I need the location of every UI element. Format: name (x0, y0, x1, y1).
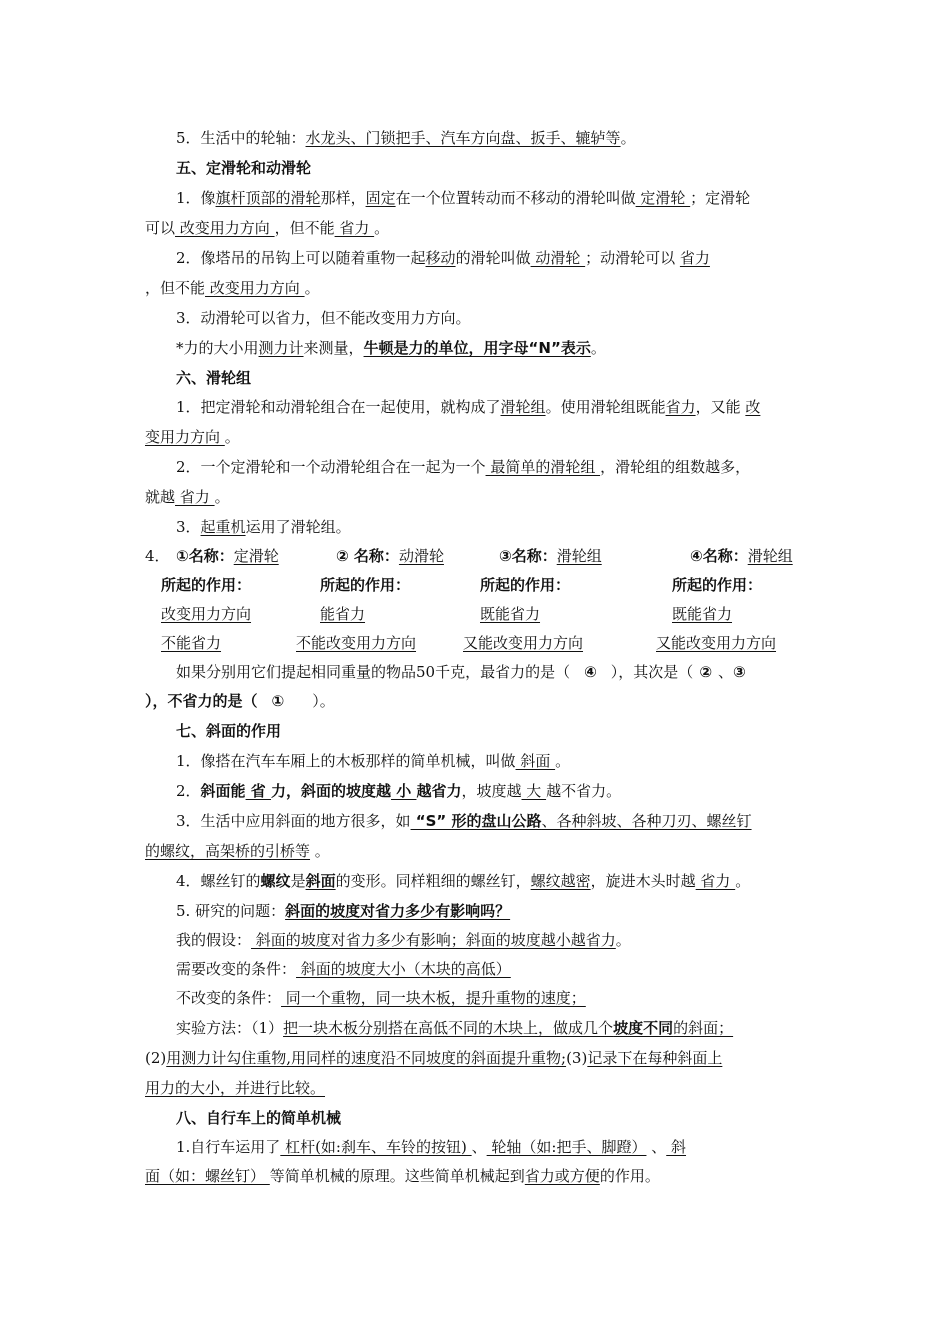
changed-variable: 需要改变的条件： 斜面的坡度大小（木块的高低） (176, 960, 511, 978)
wheel-axle-examples (176, 128, 810, 148)
section-heading-incline: 七、斜面的作用 (176, 722, 282, 740)
paragraph: 变用力方向 。 (145, 428, 240, 446)
paragraph: ，但不能 改变用力方向 。 (145, 279, 320, 297)
role-4-line1: 既能省力 (672, 605, 733, 623)
paragraph: 3．动滑轮可以省力，但不能改变用力方向。 (176, 309, 471, 327)
role-1-line2: 不能省力 (161, 634, 222, 652)
role-label-3: 所起的作用： (480, 576, 571, 594)
research-question: 5. 研究的问题：斜面的坡度对省力多少有影响吗？ (176, 902, 511, 920)
paragraph: 3．起重机运用了滑轮组。 (176, 518, 351, 536)
section-heading-bicycle: 八、自行车上的简单机械 (176, 1109, 342, 1127)
comparison-question: 如果分别用它们提起相同重量的物品50千克，最省力的是（ ④ ），其次是（ ② 、③ (176, 663, 746, 681)
role-1-line1: 改变用力方向 (161, 605, 252, 623)
paragraph: 1．像旗杆顶部的滑轮那样，固定在一个位置转动而不移动的滑轮叫做 定滑轮 ；定滑轮 (176, 189, 751, 207)
text: 5．生活中的轮轴： (176, 129, 306, 147)
method: 实验方法：（1）把一块木板分别搭在高低不同的木块上，做成几个坡度不同的斜面； (176, 1019, 734, 1037)
answer: 水龙头、门锁把手、汽车方向盘、扳手、辘轳等 (305, 129, 621, 147)
item-number: 4． (145, 547, 170, 565)
section-heading-pulleys: 五、定滑轮和动滑轮 (176, 159, 312, 177)
pulley-name-1: ①名称：定滑轮 (176, 547, 279, 565)
comparison-question: ），不省力的是（ ① ）。 (145, 692, 335, 710)
paragraph: 4．螺丝钉的螺纹是斜面的变形。同样粗细的螺丝钉，螺纹越密，旋进木头时越 省力 。 (176, 872, 751, 890)
paragraph: 可以 改变用力方向 ，但不能 省力 。 (145, 219, 390, 237)
paragraph: 面（如：螺丝钉） 等简单机械的原理。这些简单机械起到省力或方便的作用。 (145, 1167, 660, 1185)
paragraph: *力的大小用测力计来测量，牛顿是力的单位，用字母“N”表示。 (176, 339, 606, 357)
paragraph: 1.自行车运用了 杠杆(如:刹车、车铃的按钮) 、 轮轴（如:把手、脚蹬） 、 斜 (176, 1138, 687, 1156)
text: 。 (620, 129, 636, 147)
paragraph: 1．把定滑轮和动滑轮组合在一起使用，就构成了滑轮组。使用滑轮组既能省力，又能 改 (176, 398, 761, 416)
role-3-line2: 又能改变用力方向 (463, 634, 584, 652)
controlled-variables: 不改变的条件： 同一个重物，同一块木板，提升重物的速度； (176, 989, 586, 1007)
pulley-name-2: ② 名称：动滑轮 (336, 547, 444, 565)
paragraph: 2．像塔吊的吊钩上可以随着重物一起移动的滑轮叫做 动滑轮 ；动滑轮可以 省力 (176, 249, 710, 267)
role-label-2: 所起的作用： (320, 576, 411, 594)
role-2-line1: 能省力 (320, 605, 366, 623)
section-heading-pulley-block: 六、滑轮组 (176, 369, 252, 387)
role-label-4: 所起的作用： (672, 576, 763, 594)
paragraph: 的螺纹，高架桥的引桥等 。 (145, 842, 330, 860)
paragraph: 3．生活中应用斜面的地方很多，如 “S” 形的盘山公路、各种斜坡、各种刀刃、螺丝钉 (176, 812, 752, 830)
paragraph: 2．斜面能 省 力，斜面的坡度越 小 越省力，坡度越 大 越不省力。 (176, 782, 622, 800)
method: (2)用测力计勾住重物,用同样的速度沿不同坡度的斜面提升重物;(3)记录下在每种斜面上 (145, 1049, 723, 1067)
method: 用力的大小，并进行比较。 (145, 1079, 326, 1097)
hypothesis: 我的假设： 斜面的坡度对省力多少有影响；斜面的坡度越小越省力。 (176, 931, 631, 949)
paragraph: 2．一个定滑轮和一个动滑轮组合在一起为一个 最简单的滑轮组 ，滑轮组的组数越多， (176, 458, 751, 476)
role-label-1: 所起的作用： (161, 576, 252, 594)
paragraph: 就越 省力 。 (145, 488, 230, 506)
role-2-line2: 不能改变用力方向 (296, 634, 417, 652)
pulley-name-3: ③名称：滑轮组 (499, 547, 602, 565)
role-3-line1: 既能省力 (480, 605, 541, 623)
paragraph: 1．像搭在汽车车厢上的木板那样的简单机械，叫做 斜面 。 (176, 752, 571, 770)
pulley-name-4: ④名称：滑轮组 (690, 547, 793, 565)
role-4-line2: 又能改变用力方向 (656, 634, 777, 652)
